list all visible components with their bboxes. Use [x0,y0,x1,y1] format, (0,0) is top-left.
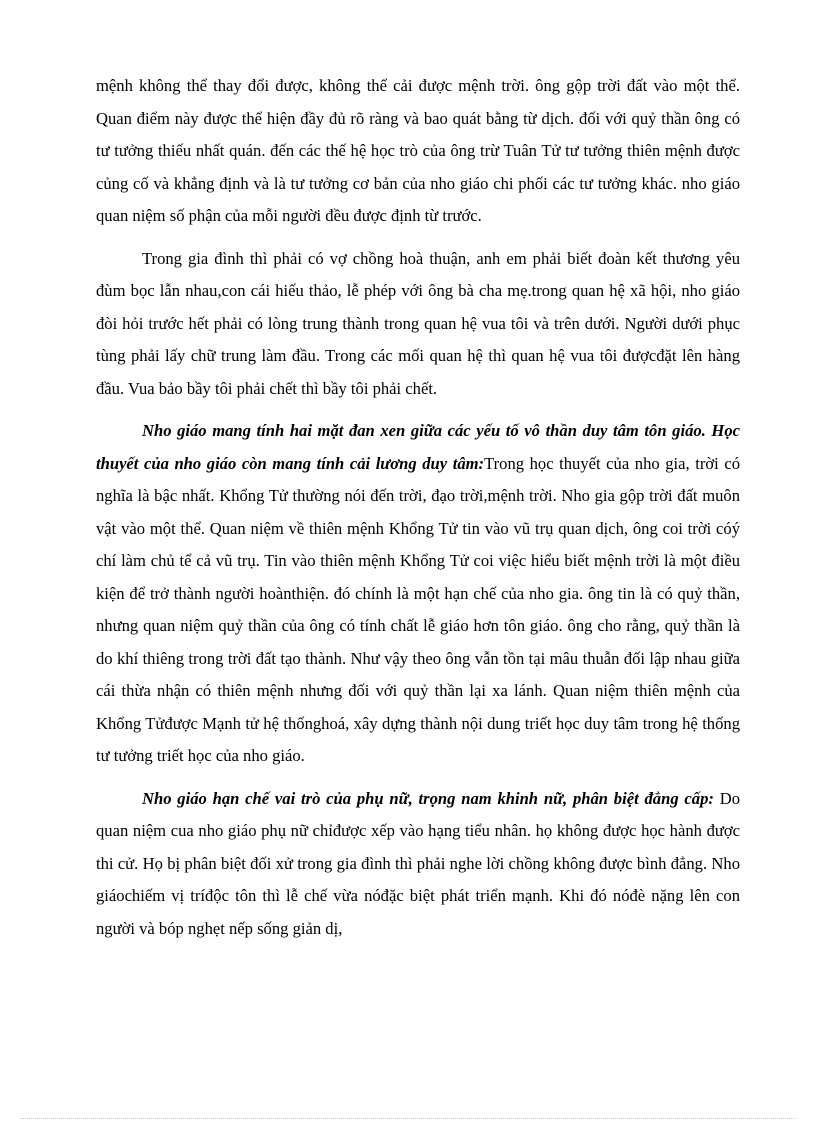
paragraph-3-heading: Nho giáo mang tính hai mặt đan xen giữa các yếu tố vô thần duy tâm tôn giáo. Học thuyết của nho giáo còn mang tính cải lương duy tâm: [96,421,740,473]
page-bottom-divider [20,1118,796,1119]
paragraph-2 [96,243,740,406]
paragraph-3 [96,415,740,773]
paragraph-4 [96,783,740,946]
paragraph-3-text: Trong học thuyết của nho gia, trời có nghĩa là bậc nhất. Khổng Tử thường nói đến trời, đạo trời,mệnh trời. Nho gia gộp trời đất muôn vật vào một thể. Quan niệm về thiên mệnh Khổng Tử tin vào vũ trụ quan dịch, ông coi trời cóý chí làm chủ tể cả vũ trụ. Tin vào thiên mệnh Khổng Tử coi việc hiểu biết mệnh trời là một điều kiện để trở thành người hoànthiện. đó chính là một hạn chế của nho gia. ông tin là có quỷ thần, nhưng quan niệm quỷ thần của ông có tính chất lễ giáo hơn tôn giáo. ông cho rằng, quỷ thần là do khí thiêng trong trời đất tạo thành. Như vậy theo ông vẫn tồn tại mâu thuẫn đối lập nhau giữa cái thừa nhận có thiên mệnh nhưng đối với quỷ thần lại xa lánh. Quan niệm thiên mệnh của Khổng Tửđược Mạnh tử hệ thốnghoá, xây dựng thành nội dung triết học duy tâm trong hệ thống tư tưởng triết học của nho giáo. [96,453,740,765]
document-page [96,70,740,955]
paragraph-4-heading: Nho giáo hạn chế vai trò của phụ nữ, trọng nam khinh nữ, phân biệt đẳng cấp: [142,788,714,808]
paragraph-1-text: mệnh không thể thay đổi được, không thể cải được mệnh trời. ông gộp trời đất vào một thể. Quan điểm này được thể hiện đầy đủ rõ ràng và bao quát bằng từ dịch. đối với quỷ thần ông có tư tưởng thiếu nhất quán. đến các thế hệ học trò của ông trừ Tuân Tử tư tưởng thiên mệnh được củng cố và khẳng định và là tư tưởng cơ bản của nho giáo chi phối các tư tưởng khác. nho giáo quan niệm số phận của mỗi người đều được định từ trước. [96,76,740,225]
paragraph-4-text: Do quan niệm cua nho giáo phụ nữ chỉđược xếp vào hạng tiểu nhân. họ không được học hành được thi cử. Họ bị phân biệt đối xử trong gia đình thì phải nghe lời chồng không được bình đẳng. Nho giáochiếm vị tríđộc tôn thì lễ chế vừa nóđặc biệt phát triển mạnh. Khi đó nóđè nặng lên con người và bóp nghẹt nếp sống giản dị, [96,788,740,938]
paragraph-1 [96,70,740,233]
paragraph-2-text: Trong gia đình thì phải có vợ chồng hoà thuận, anh em phải biết đoàn kết thương yêu đùm bọc lẫn nhau,con cái hiếu thảo, lễ phép với ông bà cha mẹ.trong quan hệ xã hội, nho giáo đòi hỏi trước hết phải có lòng trung thành trong quan hệ vua tôi và trên dưới. Người dưới phục tùng phải lấy chữ trung làm đầu. Trong các mối quan hệ thì quan hệ vua tôi đượcđặt lên hàng đầu. Vua bảo bầy tôi phải chết thì bầy tôi phải chết. [96,248,740,398]
